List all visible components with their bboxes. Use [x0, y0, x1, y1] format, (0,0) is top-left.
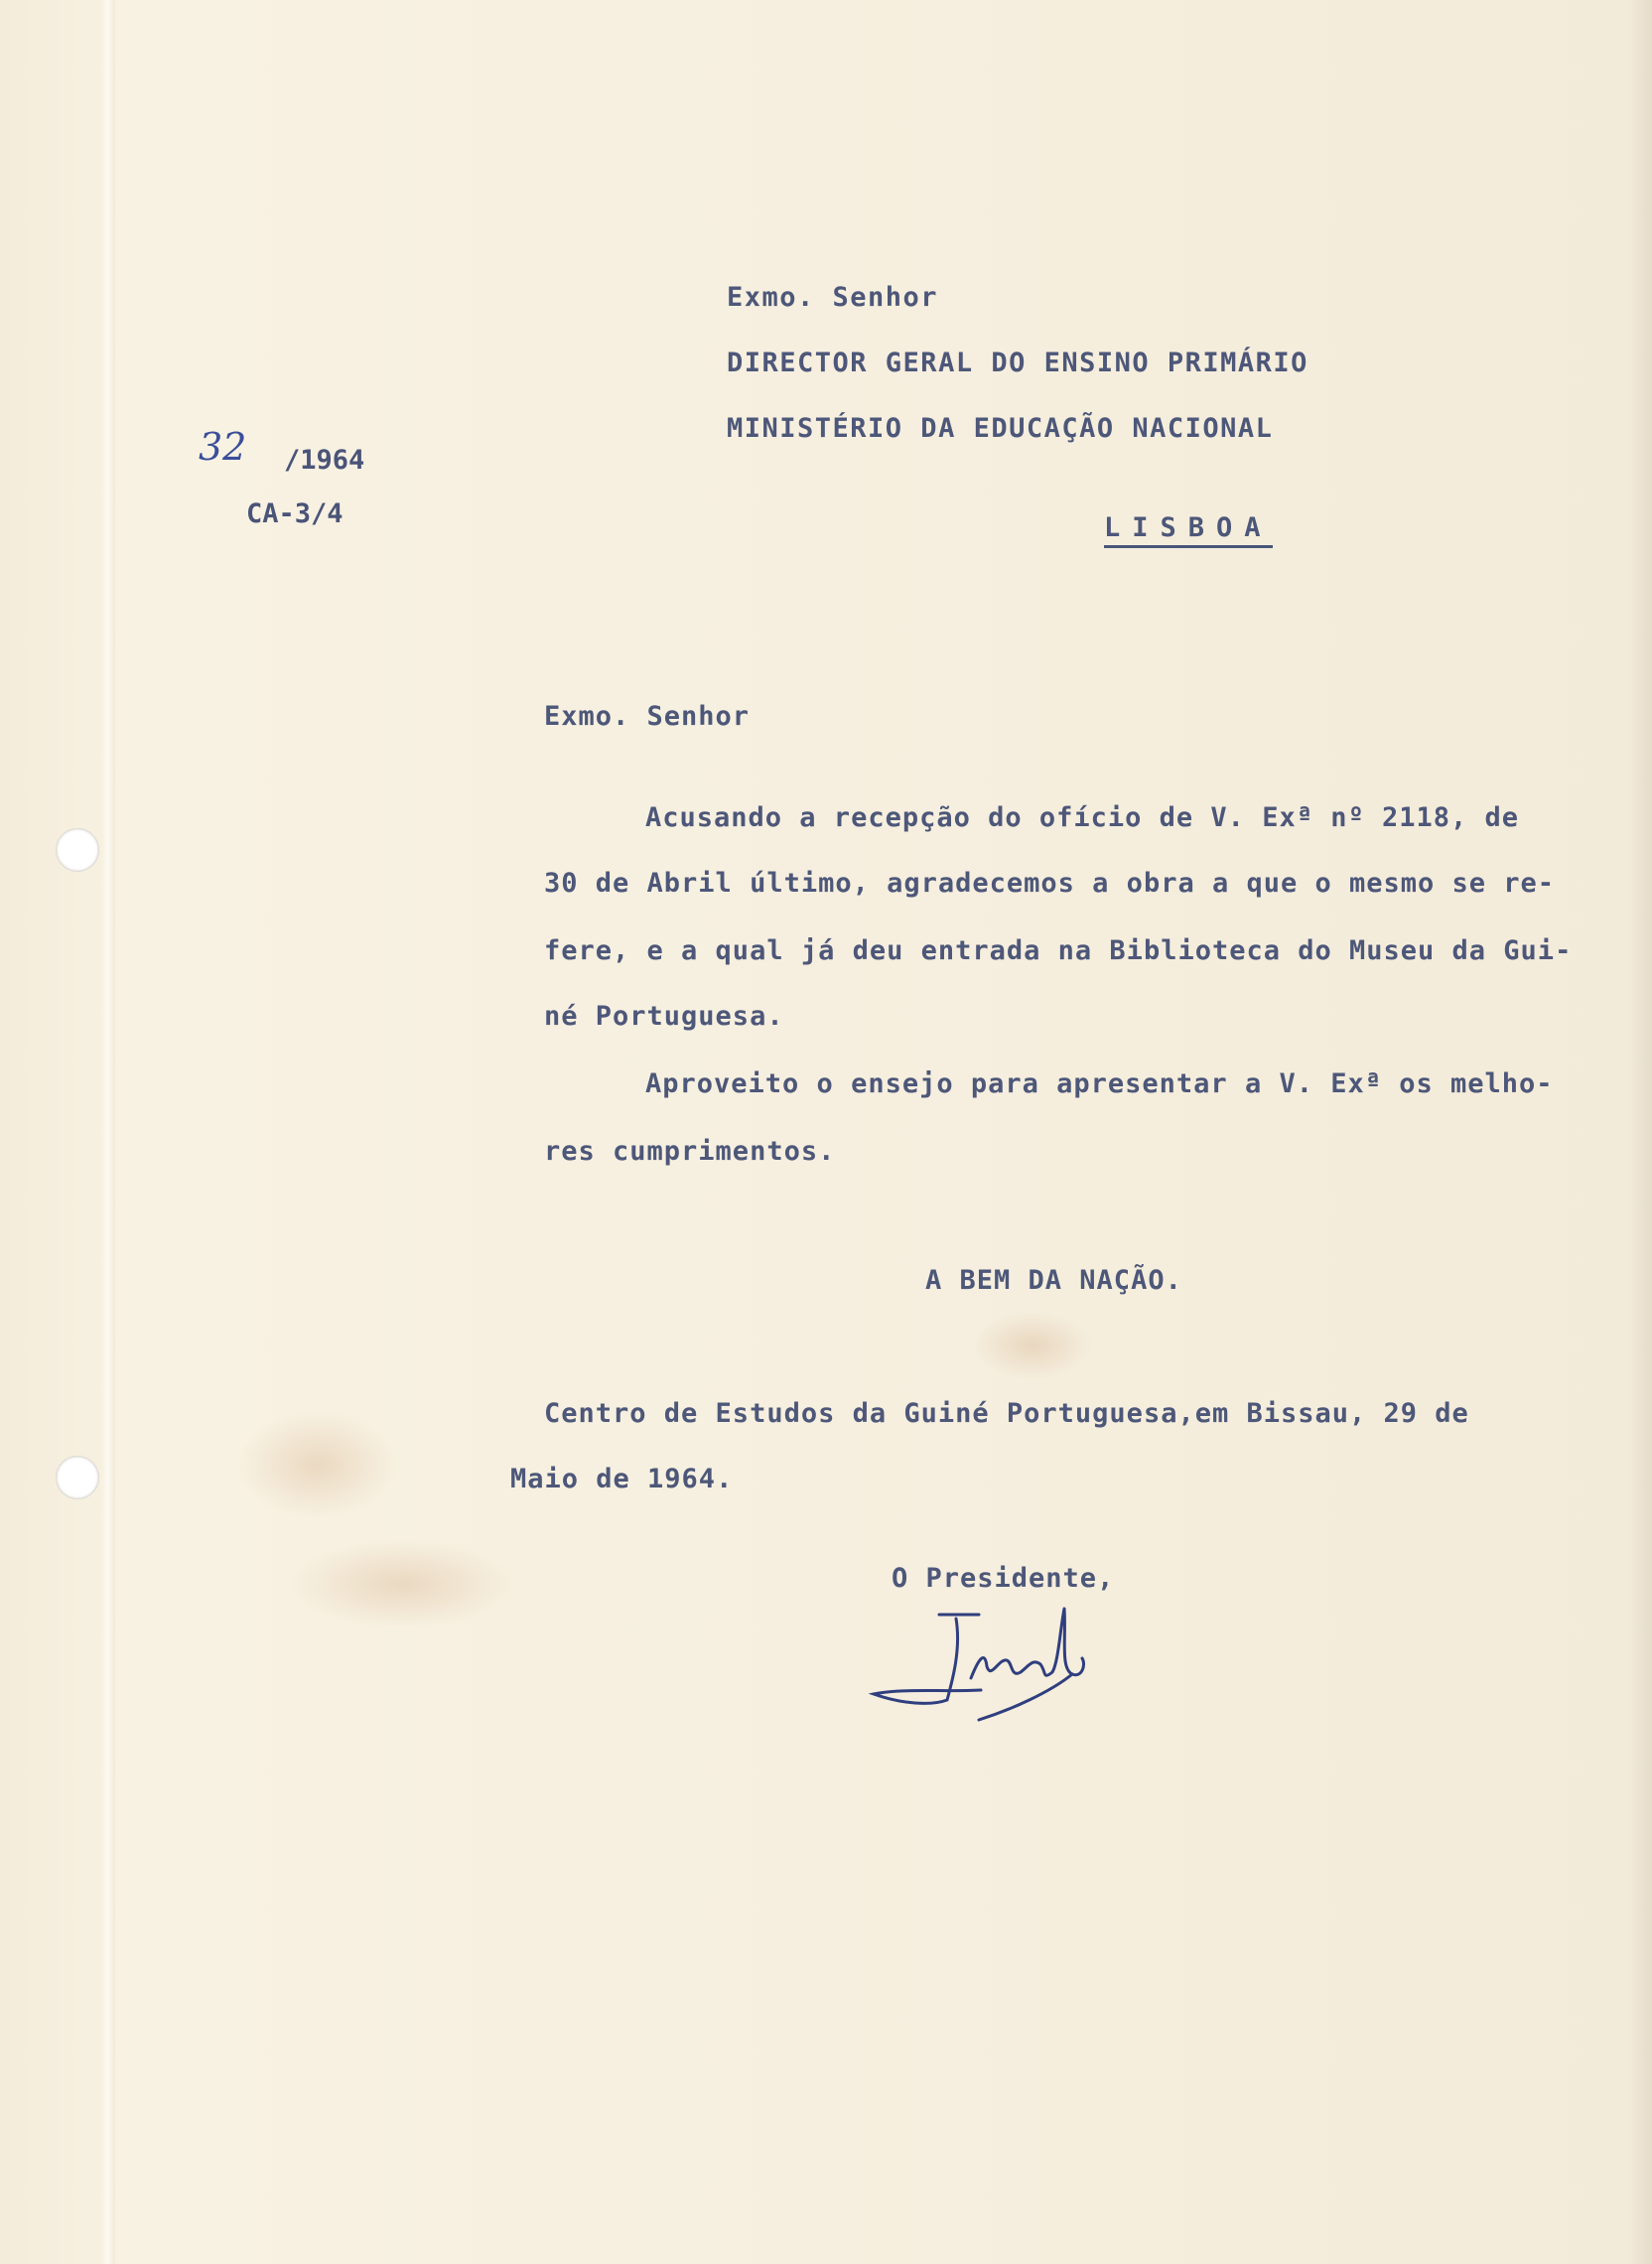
addressee-city: LISBOA [1104, 512, 1273, 548]
reference-year: /1964 [284, 445, 365, 476]
body-line-2: 30 de Abril último, agradecemos a obra a que o mesmo se re- [544, 868, 1556, 899]
place-date-line-1: Centro de Estudos da Guiné Portuguesa,em Bissau, 29 de [544, 1398, 1469, 1429]
body-line-4: né Portuguesa. [544, 1001, 784, 1032]
signatory-title: O Presidente, [892, 1563, 1115, 1594]
paper-stain [238, 1410, 397, 1519]
reference-code: CA-3/4 [246, 498, 344, 529]
body-line-3: fere, e a qual já deu entrada na Biblioteca do Museu da Gui- [544, 935, 1573, 966]
paper-fold [101, 0, 115, 2264]
reference-number: 32 [199, 425, 247, 469]
letter-greeting: Exmo. Senhor [544, 701, 751, 732]
addressee-title: DIRECTOR GERAL DO ENSINO PRIMÁRIO [727, 348, 1308, 378]
punch-hole-top [56, 828, 99, 872]
body-line-6: res cumprimentos. [544, 1136, 836, 1167]
paper-stain [973, 1311, 1092, 1380]
paper-stain [288, 1539, 516, 1628]
place-date-line-2: Maio de 1964. [510, 1464, 734, 1494]
addressee-ministry: MINISTÉRIO DA EDUCAÇÃO NACIONAL [727, 413, 1274, 444]
body-line-1: Acusando a recepção do ofício de V. Exª nº 2118, de [645, 802, 1520, 833]
closing-formula: A BEM DA NAÇÃO. [925, 1265, 1182, 1296]
addressee-salutation: Exmo. Senhor [727, 282, 939, 313]
body-line-5: Aproveito o ensejo para apresentar a V. Exª os melho- [645, 1068, 1554, 1099]
handwritten-signature [862, 1589, 1130, 1728]
paper-edge [1628, 0, 1652, 2264]
punch-hole-bottom [56, 1456, 99, 1499]
